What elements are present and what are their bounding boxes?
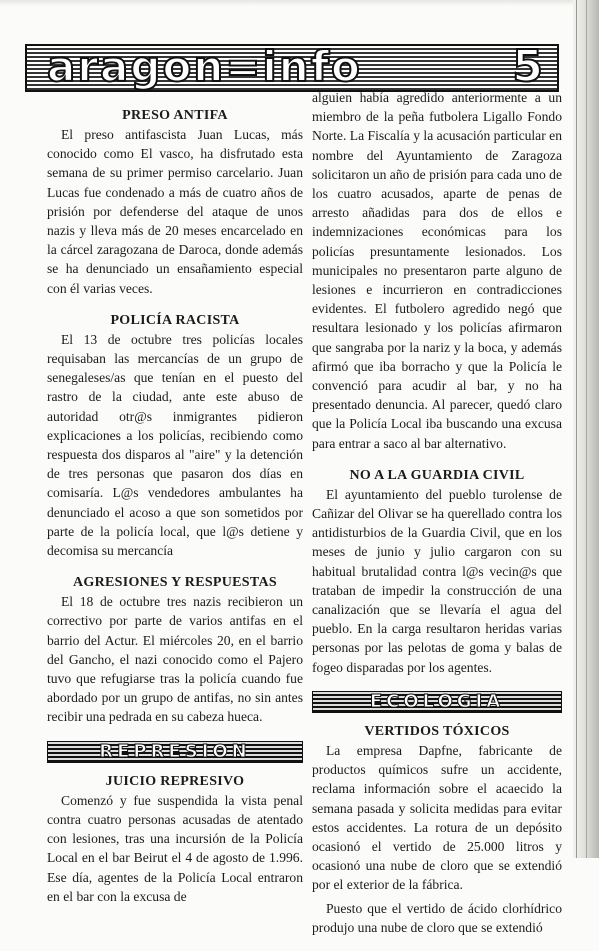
article-body: El 18 de octubre tres nazis recibieron un correctivo por parte de varios antifas en el barrio del Actur. El miércoles 20, en el barrio del Gancho, el nazi conocido como el Pajero tuvo que refugiarse tras la policía cuando fue abordado por un grupo de antifas, no sin antes recibir una pedrada en su cabeza hueca. <box>47 594 303 725</box>
issue-number: 5 <box>512 44 543 92</box>
article-agresiones <box>47 574 303 726</box>
article-guardia-civil <box>312 467 562 677</box>
article-heading: POLICÍA RACISTA <box>110 312 240 328</box>
article-continuation <box>312 88 562 453</box>
left-column <box>47 107 303 920</box>
banner-label: REPRESION <box>99 740 251 762</box>
article-heading: VERTIDOS TÓXICOS <box>364 723 510 739</box>
masthead <box>25 44 559 92</box>
article-body: alguien había agredido anteriormente a un miembro de la peña futbolera Ligallo Fondo Norte. La Fiscalía y la acusación particular en nombre del Ayuntamiento de Zaragoza solicitaron un año de prisión para cada uno de los cuatro acusados, aparte de penas de arresto añadidas para dos de ellos e indemnizaciones económicas para los policías presuntamente lesionados. Los municipales no presentaron parte alguno de lesiones e incurrieron en contradicciones evidentes. El futbolero agredido negó que resultara lesionado y los policías afirmaron que sangraba por la nariz y la boca, y además afirmó que iba borracho y que la Policía le convenció para acudir al bar, y no ha presentado denuncia. Al parecer, quedó claro que la Policía Local iba buscando una excusa para entrar a saco al bar alternativo. <box>312 90 562 451</box>
article-preso-antifa <box>47 107 303 298</box>
page-edge-line-2 <box>586 0 587 858</box>
page-edge-line <box>576 0 577 858</box>
article-heading: AGRESIONES Y RESPUESTAS <box>73 575 277 591</box>
section-banner-ecologia <box>312 691 562 713</box>
article-body: Comenzó y fue suspendida la vista penal contra cuatro personas acusadas de atentado con lesiones, tras una incursión de la Policía Local en el bar Beirut el 4 de agosto de 1.996. Ese día, agentes de la Policía Local entraron en el bar con la excusa de <box>47 792 303 904</box>
section-banner-represion <box>47 741 303 763</box>
masthead-title: aragon=info <box>47 44 362 91</box>
banner-label: ECOLOGIA <box>369 690 505 712</box>
article-body-2: Puesto que el vertido de ácido clorhídrico produjo una nube de cloro que se extendió <box>312 900 562 935</box>
article-body: El 13 de octubre tres policías locales requisaban las mercancías de un grupo de senegaleses/as que tenían en el puesto del rastro de la ciudad, ante este abuso de autoridad otr@s inmigrantes pidieron explicaciones a los policías, recibiendo como respuesta dos disparos al "aire" y la detención de tres personas que pasaron dos días en comisaría. L@s vendedores ambulantes ha denunciado el acoso a que son sometidos por parte de la policía local, que l@s detiene y decomisa su mercancía <box>47 331 303 559</box>
article-policia-racista <box>47 312 303 560</box>
article-heading: PRESO ANTIFA <box>122 108 228 123</box>
article-heading: JUICIO REPRESIVO <box>105 773 245 789</box>
article-juicio-represivo <box>47 773 303 906</box>
article-vertidos-toxicos <box>312 723 562 937</box>
article-body: El ayuntamiento del pueblo turolense de Cañizar del Olivar se ha querellado contra los antidisturbios de la Guardia Civil, que en los meses de junio y julio cargaron con su habitual brutalidad contra l@s vecin@s que trataban de impedir la construcción de una canalización que se llevaría el agua del pueblo. En la carga resultaron heridas varias personas por las pelotas de goma y balas de fogeo disparadas por los agentes. <box>312 486 562 675</box>
right-column <box>312 88 562 951</box>
page-top-shadow <box>0 0 599 6</box>
article-heading: NO A LA GUARDIA CIVIL <box>349 467 525 483</box>
article-body: El preso antifascista Juan Lucas, más conocido como El vasco, ha disfrutado esta semana de su primer permiso carcelario. Juan Lucas fue condenado a más de cuatro años de prisión por defenderse del ataque de unos nazis y lleva más de 20 meses encarcelado en la cárcel zaragozana de Daroca, donde además se ha denunciado un ensañamiento especial con él varias veces. <box>47 127 303 296</box>
article-body: La empresa Dapfne, fabricante de productos químicos sufre un accidente, reclama información sobre el acaecido la semana pasada y solicita medidas para evitar estos accidentes. La rotura de un depósito ocasionó el vertido de 25.000 litros y ocasionó una nube de cloro que se extendió por el exterior de la fábrica. <box>312 742 562 893</box>
